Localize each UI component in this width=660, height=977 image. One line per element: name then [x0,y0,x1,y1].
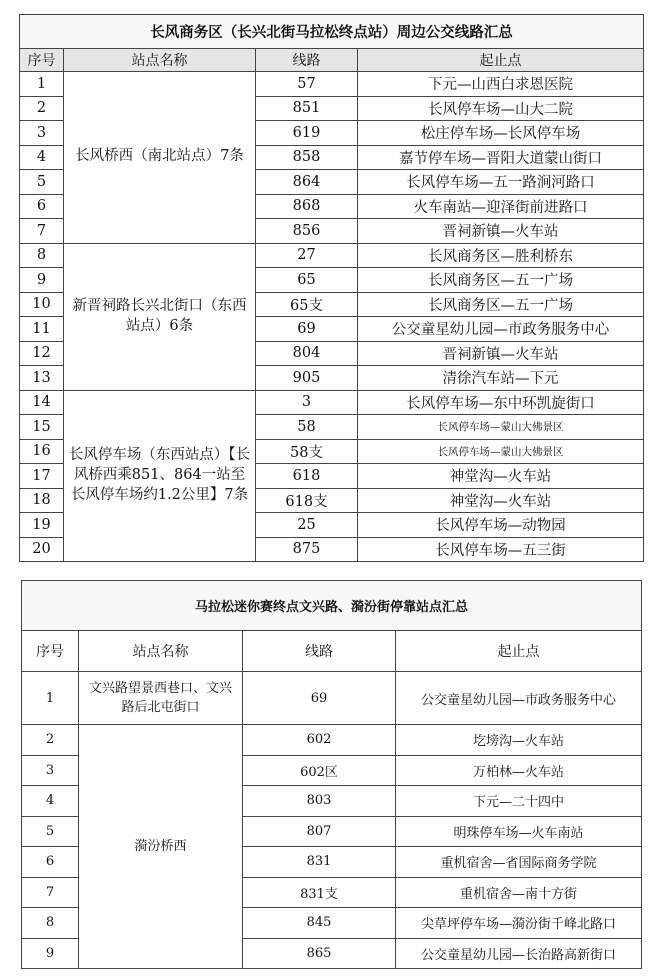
route-endpoints: 长风停车场—蒙山大佛景区 [358,439,644,464]
header-stop: 站点名称 [79,631,243,672]
route-endpoints: 晋祠新镇—火车站 [358,341,644,366]
bus-routes-table-marathon-mini [21,580,642,969]
row-number: 9 [20,268,64,293]
route-number: 69 [243,672,396,725]
route-endpoints: 万柏林—火车站 [396,755,642,786]
row-number: 9 [22,938,79,969]
row-number: 6 [22,847,79,878]
route-number: 602区 [243,755,396,786]
row-number: 8 [20,243,64,268]
stop-name: 文兴路望景西巷口、文兴路后北屯街口 [79,672,243,725]
row-number: 12 [20,341,64,366]
route-number: 845 [243,908,396,939]
route-endpoints: 长风停车场—山大二院 [358,96,644,121]
route-number: 58支 [256,439,358,464]
row-number: 15 [20,415,64,440]
route-number: 58 [256,415,358,440]
route-endpoints: 下元—二十四中 [396,786,642,817]
route-endpoints: 下元—山西白求恩医院 [358,72,644,97]
route-number: 851 [256,96,358,121]
table-body [22,672,642,969]
row-number: 8 [22,908,79,939]
route-number: 3 [256,390,358,415]
table-row [22,725,642,756]
route-endpoints: 长风停车场—东中环凯旋街口 [358,390,644,415]
route-endpoints: 嘉节停车场—晋阳大道蒙山街口 [358,145,644,170]
bus-routes-table-changfeng [19,14,644,562]
table-title: 长风商务区（长兴北街马拉松终点站）周边公交线路汇总 [20,15,644,49]
row-number: 14 [20,390,64,415]
route-endpoints: 长风停车场—蒙山大佛景区 [358,415,644,440]
row-number: 3 [20,121,64,146]
route-number: 618 [256,464,358,489]
header-endpoints: 起止点 [396,631,642,672]
row-number: 11 [20,317,64,342]
route-number: 858 [256,145,358,170]
row-number: 7 [20,219,64,244]
row-number: 4 [20,145,64,170]
route-number: 804 [256,341,358,366]
route-endpoints: 晋祠新镇—火车站 [358,219,644,244]
row-number: 18 [20,488,64,513]
route-endpoints: 松庄停车场—长风停车场 [358,121,644,146]
table-row [20,72,644,97]
header-route: 线路 [243,631,396,672]
route-endpoints: 尖草坪停车场—漪汾街千峰北路口 [396,908,642,939]
route-number: 831 [243,847,396,878]
route-endpoints: 公交童星幼儿园—市政务服务中心 [396,672,642,725]
row-number: 7 [22,877,79,908]
row-number: 10 [20,292,64,317]
header-stop: 站点名称 [64,49,256,72]
table-title: 马拉松迷你赛终点文兴路、漪汾街停靠站点汇总 [22,581,642,631]
header-endpoints: 起止点 [358,49,644,72]
row-number: 17 [20,464,64,489]
route-number: 619 [256,121,358,146]
route-number: 807 [243,816,396,847]
route-endpoints: 清徐汽车站—下元 [358,366,644,391]
row-number: 3 [22,755,79,786]
route-endpoints: 长风商务区—五一广场 [358,292,644,317]
header-route: 线路 [256,49,358,72]
route-number: 65 [256,268,358,293]
route-number: 831支 [243,877,396,908]
row-number: 19 [20,513,64,538]
route-endpoints: 重机宿舍—省国际商务学院 [396,847,642,878]
row-number: 16 [20,439,64,464]
table-row [20,243,644,268]
route-number: 602 [243,725,396,756]
route-endpoints: 公交童星幼儿园—长治路高新街口 [396,938,642,969]
route-number: 69 [256,317,358,342]
row-number: 1 [22,672,79,725]
route-endpoints: 长风停车场—动物园 [358,513,644,538]
route-number: 865 [243,938,396,969]
route-endpoints: 神堂沟—火车站 [358,488,644,513]
route-number: 25 [256,513,358,538]
row-number: 13 [20,366,64,391]
row-number: 20 [20,537,64,562]
route-endpoints: 火车南站—迎泽街前进路口 [358,194,644,219]
route-number: 65支 [256,292,358,317]
row-number: 5 [22,816,79,847]
header-no: 序号 [20,49,64,72]
route-number: 27 [256,243,358,268]
header-no: 序号 [22,631,79,672]
row-number: 2 [22,725,79,756]
route-number: 618支 [256,488,358,513]
route-number: 856 [256,219,358,244]
table-row [20,390,644,415]
route-number: 905 [256,366,358,391]
route-endpoints: 重机宿舍—南十方街 [396,877,642,908]
table-body [20,72,644,562]
route-endpoints: 明珠停车场—火车南站 [396,816,642,847]
row-number: 1 [20,72,64,97]
stop-name: 漪汾桥西 [79,725,243,969]
route-number: 803 [243,786,396,817]
route-number: 875 [256,537,358,562]
stop-name: 新晋祠路长兴北街口（东西站点）6条 [64,243,256,390]
row-number: 4 [22,786,79,817]
route-number: 57 [256,72,358,97]
route-endpoints: 长风商务区—五一广场 [358,268,644,293]
route-endpoints: 长风商务区—胜利桥东 [358,243,644,268]
route-endpoints: 长风停车场—五三街 [358,537,644,562]
row-number: 2 [20,96,64,121]
route-number: 864 [256,170,358,195]
route-number: 868 [256,194,358,219]
table-row [22,672,642,725]
route-endpoints: 圪塝沟—火车站 [396,725,642,756]
route-endpoints: 公交童星幼儿园—市政务服务中心 [358,317,644,342]
row-number: 5 [20,170,64,195]
row-number: 6 [20,194,64,219]
route-endpoints: 长风停车场—五一路涧河路口 [358,170,644,195]
stop-name: 长风停车场（东西站点）【长风桥西乘851、864一站至长风停车场约1.2公里】7条 [64,390,256,562]
stop-name: 长风桥西（南北站点）7条 [64,72,256,244]
route-endpoints: 神堂沟—火车站 [358,464,644,489]
